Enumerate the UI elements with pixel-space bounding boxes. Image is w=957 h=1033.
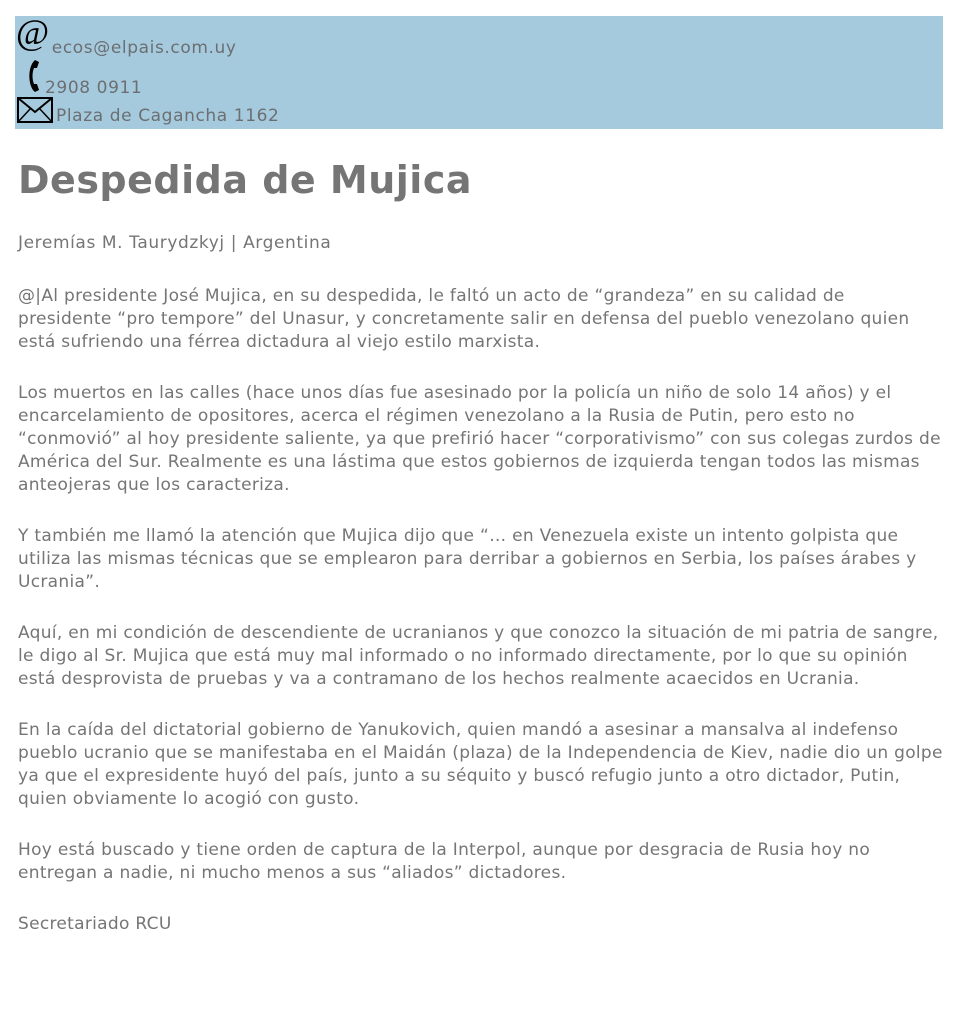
contact-address-row [15, 100, 279, 128]
contact-phone: 2908 0911 [45, 78, 143, 98]
article-author: Jeremías M. Taurydzkyj | Argentina [18, 233, 332, 253]
contact-box [15, 12, 943, 129]
article-title: Despedida de Mujica [18, 158, 472, 202]
article-paragraph: Los muertos en las calles (hace unos días fue asesinado por la policía un niño de solo 14 años) y el encarcelamiento de opositores, acerca el régimen venezolano a la Rusia de Putin, pero esto no “conmovió” al hoy presidente saliente, ya que prefirió hacer “corporativismo” con sus colegas zurdos de América del Sur. Realmente es una lástima que estos gobiernos de izquierda tengan todos las mismas anteojeras que los caracteriza. [18, 383, 941, 495]
contact-email[interactable]: ecos@elpais.com.uy [51, 38, 237, 58]
article-signature: Secretariado RCU [18, 914, 172, 934]
contact-email-row [15, 12, 237, 60]
article-paragraph: Aquí, en mi condición de descendiente de ucranianos y que conozco la situación de mi patria de sangre, le digo al Sr. Mujica que está muy mal informado o no informado directamente, por lo que su opinión está desprovista de pruebas y va a contramano de los hechos realmente acaecidos en Ucrania. [18, 623, 939, 689]
article-body [18, 285, 943, 964]
phone-icon [26, 59, 42, 97]
contact-phone-row [15, 60, 142, 100]
contact-address: Plaza de Cagancha 1162 [56, 106, 280, 126]
envelope-icon [17, 97, 53, 127]
article-paragraph: @|Al presidente José Mujica, en su despedida, le faltó un acto de “grandeza” en su calidad de presidente “pro tempore” del Unasur, y concretamente salir en defensa del pueblo venezolano quien está sufriendo una férrea dictadura al viejo estilo marxista. [18, 286, 910, 352]
article-paragraph: Y también me llamó la atención que Mujica dijo que “… en Venezuela existe un intento golpista que utiliza las mismas técnicas que se emplearon para derribar a gobiernos en Serbia, los países árabes y Ucrania”. [18, 526, 917, 592]
at-icon: @ [16, 12, 50, 52]
article-paragraph: Hoy está buscado y tiene orden de captura de la Interpol, aunque por desgracia de Rusia hoy no entregan a nadie, ni mucho menos a sus “aliados” dictadores. [18, 840, 871, 883]
article-paragraph: En la caída del dictatorial gobierno de Yanukovich, quien mandó a asesinar a mansalva al indefenso pueblo ucranio que se manifestaba en el Maidán (plaza) de la Independencia de Kiev, nadie dio un golpe ya que el expresidente huyó del país, junto a su séquito y buscó refugio junto a otro dictador, Putin, quien obviamente lo acogió con gusto. [18, 720, 943, 809]
